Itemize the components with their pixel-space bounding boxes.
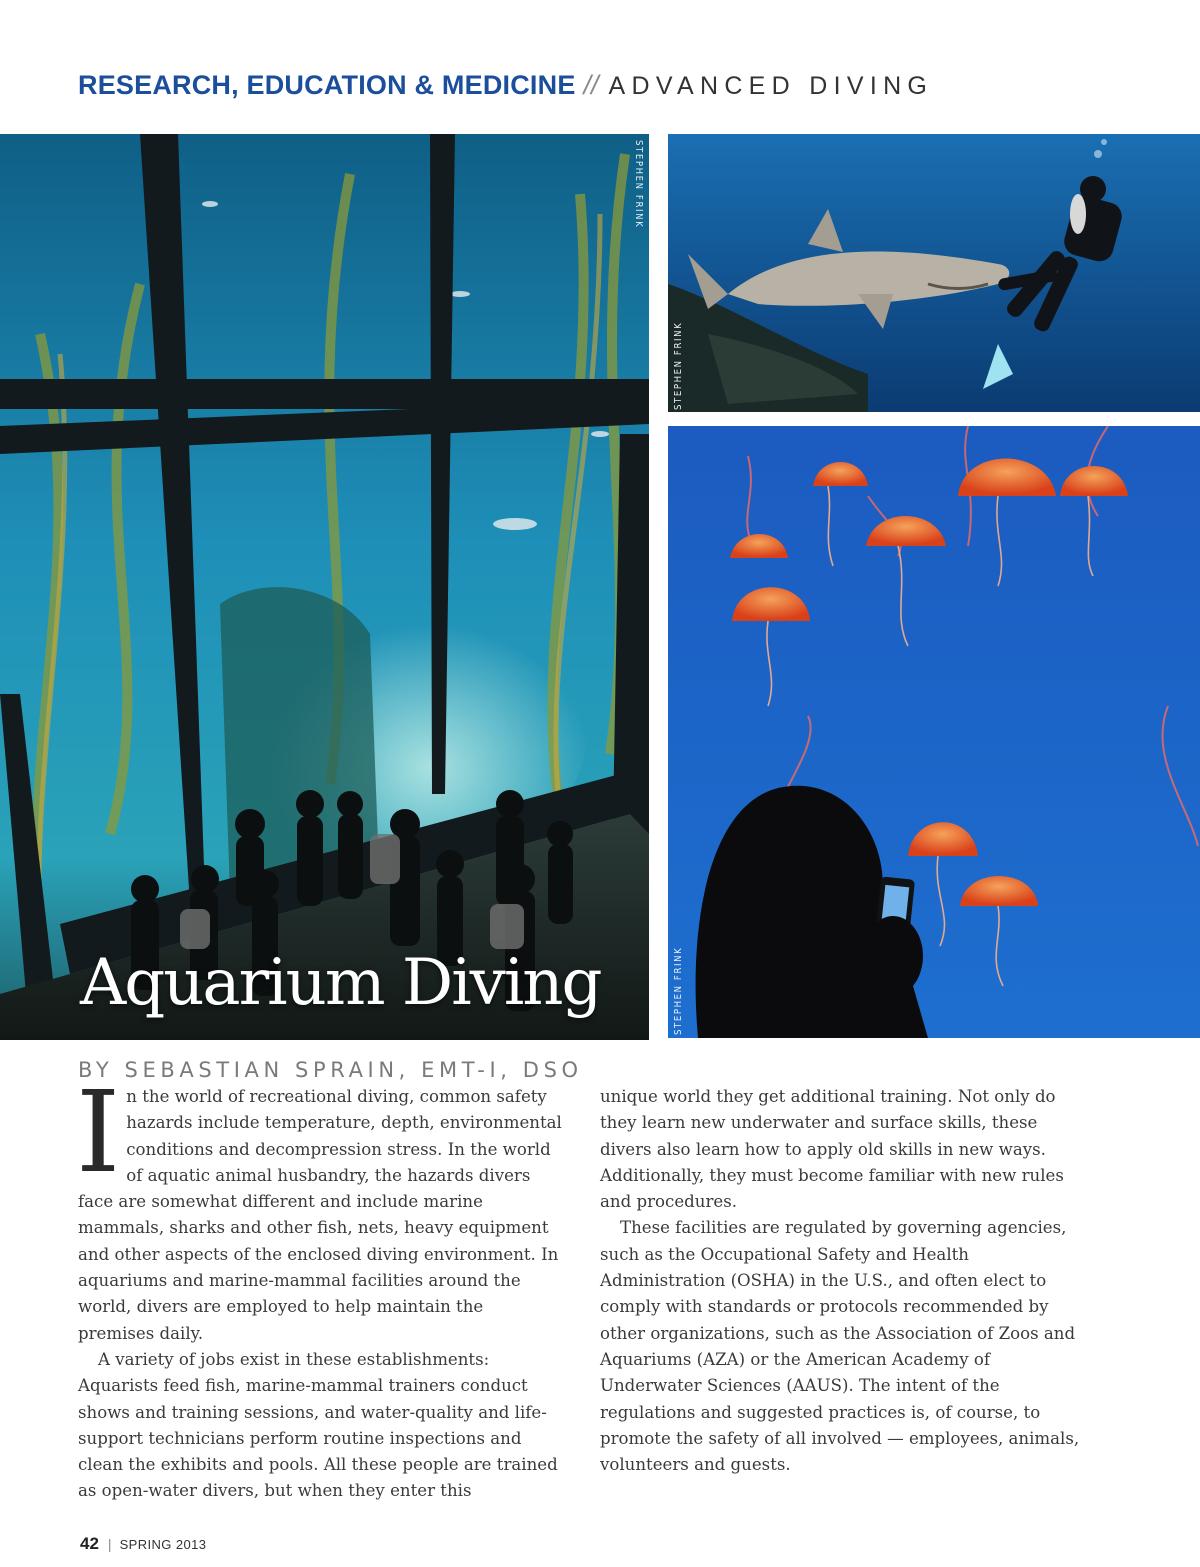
aquarium-photo-credit: STEPHEN FRINK [633, 140, 644, 229]
drop-cap: I [76, 1068, 121, 1198]
jellyfish-photo-credit: STEPHEN FRINK [673, 946, 684, 1035]
aquarium-illustration [0, 134, 649, 1040]
jellyfish-illustration [668, 426, 1200, 1038]
aquarium-photo [0, 134, 649, 1040]
issue-label: SPRING 2013 [119, 1537, 207, 1552]
footer-separator: | [107, 1536, 112, 1552]
page-number: 42 [80, 1534, 99, 1553]
shark-diver-photo [668, 134, 1200, 412]
article-column-right [600, 1084, 1080, 1478]
article-paragraph: These facilities are regulated by governing agencies, such as the Occupational Safety and Health Administration (OSHA) in the U.S., and often elect to comply with standards or protocols recommended by other organizations, such as the Association of Zoos and Aquariums (AZA) or the American Academy of Underwater Sciences (AAUS). The intent of the regulations and suggested practices is, of course, to promote the safety of all involved — employees, animals, volunteers and guests. [600, 1218, 1080, 1475]
shark-diver-illustration [668, 134, 1200, 412]
jellyfish-photo [668, 426, 1200, 1038]
shark-photo-credit: STEPHEN FRINK [673, 321, 684, 410]
article-paragraph: A variety of jobs exist in these establishments: Aquarists feed fish, marine-mammal trainers conduct shows and training sessions, and water-quality and life-support technicians perform routine inspections and clean the exhibits and pools. All these people are trained as open-water divers, but when they enter this [78, 1349, 558, 1501]
article-title: Aquarium Diving [80, 946, 601, 1020]
header-separator: // [583, 70, 599, 100]
section-header [78, 70, 933, 110]
page-footer [80, 1534, 206, 1554]
article-paragraph: unique world they get additional training. Not only do they learn new underwater and surface skills, these divers also learn how to apply old skills in new ways. Additionally, they must become familiar with new rules and procedures. [600, 1087, 1064, 1212]
section-title: RESEARCH, EDUCATION & MEDICINE [78, 70, 576, 100]
article-paragraph-text: n the world of recreational diving, common safety hazards include temperature, depth, environmental conditions and decompression stress. In the world of aquatic animal husbandry, the hazards divers face are somewhat different and include marine mammals, sharks and other fish, nets, heavy equipment and other aspects of the enclosed diving environment. In aquariums and marine-mammal facilities around the world, divers are employed to help maintain the premises daily. [78, 1087, 562, 1343]
section-subtitle: ADVANCED DIVING [608, 72, 934, 100]
article-byline: BY SEBASTIAN SPRAIN, EMT-I, DSO [78, 1058, 583, 1082]
